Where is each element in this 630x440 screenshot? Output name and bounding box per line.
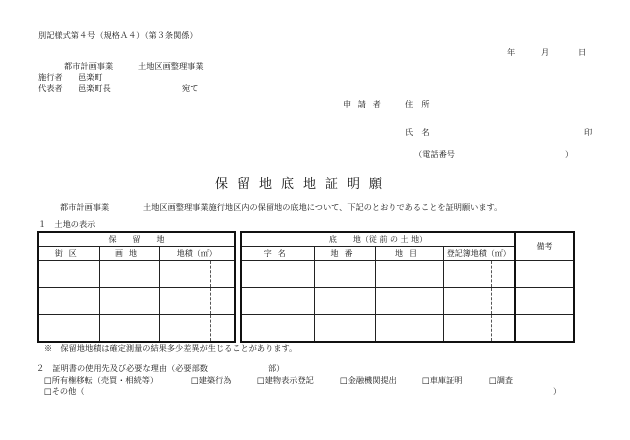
cell-reg-area-dec[interactable] bbox=[491, 261, 515, 288]
date-day-label: 日 bbox=[578, 47, 587, 57]
option-building-act[interactable]: □建築行為 bbox=[191, 375, 232, 385]
option-building-registration[interactable]: □建物表示登記 bbox=[257, 375, 314, 385]
cell-block[interactable] bbox=[38, 288, 99, 315]
cell-reg-area-int[interactable] bbox=[443, 261, 491, 288]
cell-lot[interactable] bbox=[99, 315, 159, 343]
representative-label: 代表者 bbox=[38, 83, 63, 93]
table-row bbox=[38, 288, 574, 315]
option-ownership-transfer[interactable]: □所有権移転（売買・相続等） bbox=[44, 375, 159, 385]
addressee-project: 都市計画事業 bbox=[64, 61, 114, 71]
option-financial-institution[interactable]: □金融機関提出 bbox=[340, 375, 397, 385]
executor-label: 施行者 bbox=[38, 72, 63, 82]
col-lot-number: 地番 bbox=[314, 247, 375, 261]
date-year-label: 年 bbox=[507, 47, 516, 57]
cell-area-dec[interactable] bbox=[210, 315, 235, 343]
name-label: 氏 名 bbox=[405, 127, 430, 137]
land-table bbox=[37, 231, 575, 343]
cell-lot[interactable] bbox=[99, 288, 159, 315]
cell-reg-area-dec[interactable] bbox=[491, 315, 515, 343]
date-month-label: 月 bbox=[541, 47, 550, 57]
cell-remarks[interactable] bbox=[515, 261, 574, 288]
cell-reg-area-int[interactable] bbox=[443, 288, 491, 315]
intro-project: 都市計画事業 bbox=[60, 202, 110, 212]
cell-lot-number[interactable] bbox=[314, 315, 375, 343]
cell-area-int[interactable] bbox=[159, 315, 210, 343]
cell-area-int[interactable] bbox=[159, 261, 210, 288]
cell-land-category[interactable] bbox=[375, 288, 443, 315]
cell-block[interactable] bbox=[38, 315, 99, 343]
cell-land-category[interactable] bbox=[375, 261, 443, 288]
option-garage-certificate[interactable]: □車庫証明 bbox=[422, 375, 463, 385]
cell-lot[interactable] bbox=[99, 261, 159, 288]
cell-district-name[interactable] bbox=[241, 315, 314, 343]
addressee-project-name: 土地区画整理事業 bbox=[138, 61, 204, 71]
document-title: 保留地底地証明願 bbox=[215, 177, 392, 192]
seal-mark: 印 bbox=[584, 127, 593, 137]
cell-land-category[interactable] bbox=[375, 315, 443, 343]
form-label: 別記様式第４号（規格Ａ４）（第３条関係） bbox=[38, 30, 198, 40]
cell-reg-area-int[interactable] bbox=[443, 315, 491, 343]
area-note: ※ 保留地地積は確定測量の結果多少差異が生じることがあります。 bbox=[44, 343, 298, 353]
col-block: 街区 bbox=[38, 247, 99, 261]
col-area: 地積（㎡） bbox=[159, 247, 235, 261]
section2-heading-suffix: 部） bbox=[268, 363, 285, 373]
address-label: 住 所 bbox=[405, 99, 430, 109]
cell-district-name[interactable] bbox=[241, 261, 314, 288]
phone-open: （電話番号 bbox=[414, 149, 455, 159]
remarks-header: 備考 bbox=[515, 232, 574, 261]
col-district-name: 字名 bbox=[241, 247, 314, 261]
cell-block[interactable] bbox=[38, 261, 99, 288]
cell-reg-area-dec[interactable] bbox=[491, 288, 515, 315]
phone-close: ） bbox=[565, 149, 574, 159]
cell-area-int[interactable] bbox=[159, 288, 210, 315]
option-other-close: ） bbox=[553, 386, 562, 396]
col-lot: 画地 bbox=[99, 247, 159, 261]
applicant-label: 申 請 者 bbox=[343, 99, 383, 109]
addressee-suffix: 宛て bbox=[182, 83, 199, 93]
section1-heading: １ 土地の表示 bbox=[38, 219, 96, 229]
option-survey[interactable]: □調査 bbox=[489, 375, 514, 385]
executor-value: 邑楽町 bbox=[78, 72, 103, 82]
cell-district-name[interactable] bbox=[241, 288, 314, 315]
col-land-category: 地目 bbox=[375, 247, 443, 261]
cell-area-dec[interactable] bbox=[210, 261, 235, 288]
col-registered-area: 登記簿地積（㎡） bbox=[443, 247, 515, 261]
base-land-header: 底 地（従 前 の 土 地） bbox=[241, 232, 515, 247]
table-row bbox=[38, 315, 574, 343]
cell-remarks[interactable] bbox=[515, 288, 574, 315]
table-row bbox=[38, 261, 574, 288]
cell-lot-number[interactable] bbox=[314, 288, 375, 315]
option-other[interactable]: □その他（ bbox=[44, 386, 85, 396]
cell-remarks[interactable] bbox=[515, 315, 574, 343]
intro-text: 土地区画整理事業施行地区内の保留地の底地について、下記のとおりであることを証明願います。 bbox=[143, 202, 503, 212]
representative-value: 邑楽町長 bbox=[78, 83, 111, 93]
cell-area-dec[interactable] bbox=[210, 288, 235, 315]
section2-heading: ２ 証明書の使用先及び必要な理由（必要部数 bbox=[36, 363, 208, 373]
cell-lot-number[interactable] bbox=[314, 261, 375, 288]
reserved-land-header: 保 留 地 bbox=[38, 232, 235, 247]
